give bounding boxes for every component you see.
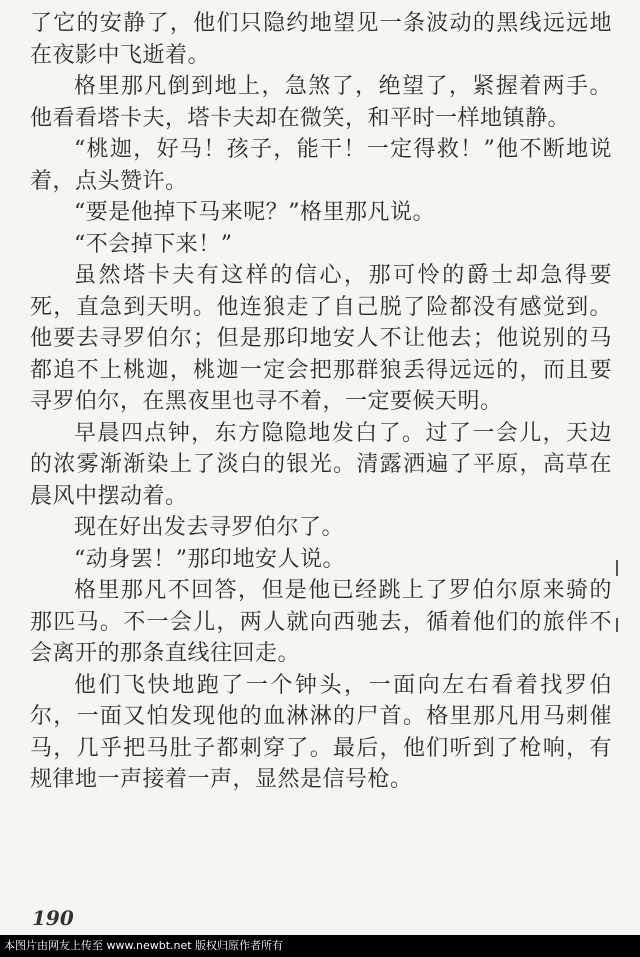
- paragraph: “要是他掉下马来呢？”格里那凡说。: [74, 200, 435, 225]
- paragraph: 虽然塔卡夫有这样的信心，那可怜的爵士却急得要死，直急到天明。他连狼走了自己脱了险都没有感觉到。他要去寻罗伯尔；但是那印地安人不让他去；他说别的马都追不上桃迦，桃迦一定会把那群狼丢得远远的，而且要寻罗伯尔，在黑夜里也寻不着，一定要候天明。: [30, 263, 612, 414]
- paragraph: 他们飞快地跑了一个钟头，一面向左右看着找罗伯尔，一面又怕发现他的血淋淋的尸首。格里那凡用马刺催马，几乎把马肚子都刺穿了。最后，他们听到了枪响，有规律地一声接着一声，显然是信号枪。: [30, 672, 612, 792]
- paragraph: “动身罢！”那印地安人说。: [74, 546, 345, 572]
- paragraph: “不会掉下来！”: [74, 231, 233, 257]
- page-number: 190: [32, 906, 74, 930]
- paragraph: 了它的安静了，他们只隐约地望见一条波动的黑线远远地在夜影中飞逝着。: [30, 11, 612, 68]
- body-text: [30, 8, 612, 796]
- paragraph: 现在好出发去寻罗伯尔了。: [74, 515, 345, 540]
- paragraph: 格里那凡倒到地上，急煞了，绝望了，紧握着两手。他看看塔卡夫，塔卡夫却在微笑，和平时一样地镇静。: [30, 74, 612, 131]
- paragraph: 格里那凡不回答，但是他已经跳上了罗伯尔原来骑的那匹马。不一会儿，两人就向西驰去，循着他们的旅伴不会离开的那条直线往回走。: [30, 578, 612, 666]
- scan-edge-mark: [616, 618, 618, 632]
- watermark-text: 本图片由网友上传至 www.newbt.net 版权归原作者所有: [4, 939, 284, 952]
- paragraph: “桃迦，好马！孩子，能干！一定得救！”他不断地说着，点头赞许。: [30, 137, 612, 194]
- scan-edge-mark: [616, 560, 618, 576]
- paragraph: 早晨四点钟，东方隐隐地发白了。过了一会儿，天边的浓雾渐渐染上了淡白的银光。清露洒遍了平原，高草在晨风中摆动着。: [30, 420, 612, 509]
- watermark-footer: [0, 935, 640, 957]
